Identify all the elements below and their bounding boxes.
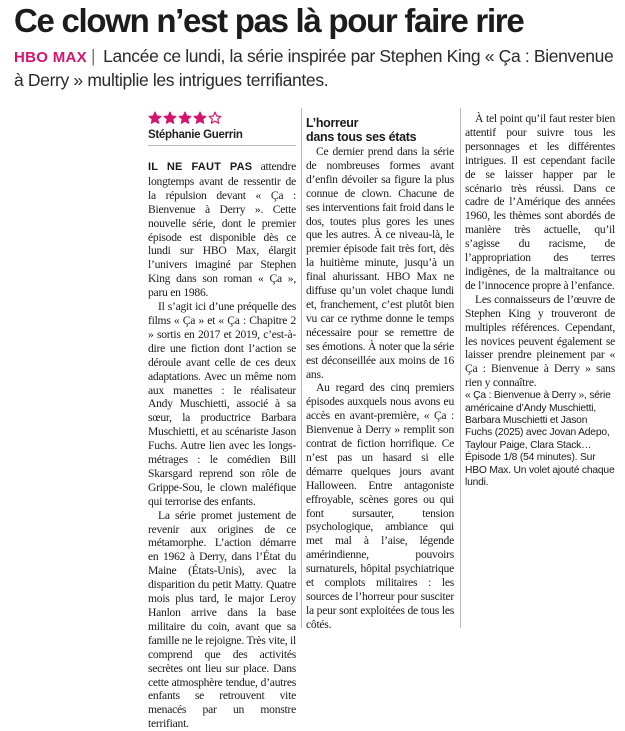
star-rating — [148, 111, 296, 126]
deck — [14, 45, 620, 92]
subhead: L’horreur dans tous ses états — [306, 116, 417, 144]
column-2 — [306, 108, 454, 630]
kicker: HBO MAX — [14, 49, 87, 66]
body-paragraph: IL NE FAUT PAS attendre longtemps avant de ressentir de la répulsion devant « Ça : Bienvenue à Derry ». Cette nouvelle série, dont le premier épisode est disponible dès ce lundi sur HBO Max, élargit l’univers imaginé par Stephen King dans son roman « Ça », paru en 1986. — [148, 160, 296, 300]
star-filled-icon — [163, 111, 177, 125]
author-divider — [148, 145, 296, 146]
star-filled-icon — [148, 111, 162, 125]
lead-in: IL NE FAUT PAS — [148, 161, 253, 173]
body-paragraph: À tel point qu’il faut rester bien attentif pour suivre tous les personnages et les différentes intrigues. Il est cependant facile de se laisser happer par le scénario très réussi. Dans ce cadre de l’Amérique des années 1960, les thèmes sont abordés de manière très actuelle, qu’il s’agisse du racisme, de l’appropriation des terres indigènes, de la maltraitance ou de l’innocence propre à l’enfance. — [465, 112, 615, 292]
info-box: « Ça : Bienvenue à Derry », série américaine d’Andy Muschietti, Barbara Muschietti et Jason Fuchs (2025) avec Jovan Adepo, Taylour Paige, Clara Stack… Épisode 1/8 (54 minutes). Sur HBO Max. Un volet ajouté chaque lundi. — [465, 390, 615, 488]
body-paragraph: Les connaisseurs de l’œuvre de Stephen King y trouveront de multiples références. Cependant, les novices peuvent également se laisser prendre pleinement par « Ça : Bienvenue à Derry » sans rien y connaître. — [465, 292, 615, 390]
star-filled-icon — [193, 111, 207, 125]
column-divider — [460, 108, 461, 628]
body-paragraph: La série promet justement de revenir aux origines de ce métamorphe. L’action démarre en 1962 à Derry, dans l’État du Maine (États-Unis), avec la disparition du petit Matty. Quatre mois plus tard, le major Leroy Hanlon arrive dans la base militaire du coin, avant que sa famille ne le rejoigne. Très vite, il comprend que des activités secrètes ont lieu sur place. Dans cette atmosphère tendue, d’autres enfants se retrouvent vite menacés par un monstre terrifiant. — [148, 508, 296, 731]
star-outline-icon — [208, 111, 222, 125]
body-paragraph: Ce dernier prend dans la série de nombreuses formes avant d’enfin dévoiler sa figure la plus connue de clown. Chacune de ses interventions fait froid dans le dos, toutes plus gores les unes que les autres. À ce niveau-là, le premier épisode fait très fort, dès la huitième minute, jusqu’à un final ahurissant. HBO Max ne diffuse qu’un volet chaque lundi et, franchement, c’est plutôt bien vu car ce rythme donne le temps nécessaire pour se remettre de ses émotions. À noter que la série est déconseillée aux moins de 16 ans. — [306, 145, 454, 381]
body-paragraph: Il s’agit ici d’une préquelle des films « Ça » et « Ça : Chapitre 2 » sortis en 2017 et 2019, c’est-à-dire une fiction dont l’action se déroule avant celle de ces deux adaptations. Avec un même nom aux manettes : le réalisateur Andy Muschietti, associé à sa sœur, la productrice Barbara Muschietti, et au scénariste Jason Fuchs. Autre lien avec les longs-métrages : le comédien Bill Skarsgard reprend son rôle de Grippe-Sou, le clown maléfique qui terrorise des enfants. — [148, 300, 296, 508]
column-3 — [465, 108, 615, 630]
deck-text: Lancée ce lundi, la série inspirée par Stephen King « Ça : Bienvenue à Derry » multiplie les intrigues terrifiantes. — [14, 46, 614, 90]
author-name: Stéphanie Guerrin — [148, 129, 243, 141]
column-1 — [148, 108, 296, 731]
headline: Ce clown n’est pas là pour faire rire — [14, 2, 524, 39]
column-divider — [301, 108, 302, 628]
star-filled-icon — [178, 111, 192, 125]
kicker-separator: | — [90, 46, 96, 66]
body-paragraph: Au regard des cinq premiers épisodes auxquels nous avons eu accès en avant-première, « Ça : Bienvenue à Derry » remplit son contrat de fiction horrifique. Ce n’est pas un hasard si elle démarre quelques jours avant Halloween. Entre antagoniste effroyable, scènes gores ou qui font sursauter, tension psychologique, ambiance qui met mal à l’aise, légende amérindienne, pouvoirs surnaturels, hôpital psychiatrique et complots militaires : les sources de l’horreur pour susciter la peur sont exploitées de tous les côtés. — [306, 381, 454, 631]
